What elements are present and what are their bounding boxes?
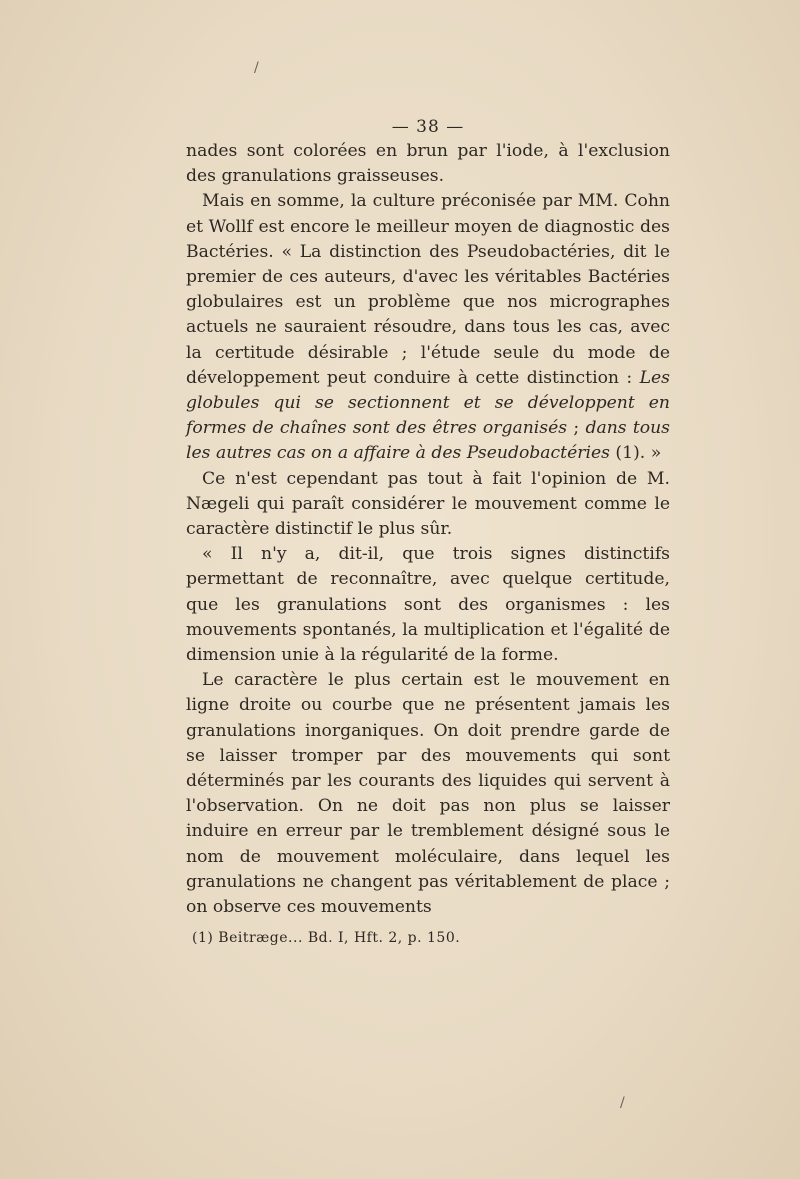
paragraph-2-text-b: ;	[567, 418, 586, 439]
paragraph-3: Ce n'est cependant pas tout à fait l'opinion de M. Nægeli qui paraît considérer le mouvement comme le caractère distinctif le plus sûr.	[186, 468, 670, 540]
paragraph-2-italic-2: dans tous les autres cas on a affaire à des Pseudobactéries	[186, 418, 671, 464]
paragraph-4: « Il n'y a, dit-il, que trois signes distinctifs permettant de reconnaître, avec quelque certitude, que les granulations sont des organismes : les mouvements spontanés, la multiplication et l'égalité de dimension unie à la régularité de la forme.	[186, 544, 670, 666]
pencil-mark-top: /	[254, 60, 259, 76]
footnote: (1) Beitræge... Bd. I, Hft. 2, p. 150.	[192, 930, 461, 946]
paragraph-5: Le caractère le plus certain est le mouvement en ligne droite ou courbe que ne présentent jamais les granulations inorganiques. On doit prendre garde de se laisser tromper par des mouvements qui sont déterminés par les courants des liquides qui servent à l'observation. On ne doit pas non plus se laisser induire en erreur par le tremblement désigné sous le nom de mouvement moléculaire, dans lequel les granulations ne changent pas véritablement de place ; on observe ces mouvements	[186, 670, 670, 918]
page-number: — 38 —	[391, 117, 465, 137]
paragraph-2-italic-1: Les globules qui se sectionnent et se développent en formes de chaînes sont des êtres organisés	[186, 367, 670, 439]
paragraph-1: nades sont colorées en brun par l'iode, à l'exclusion des granulations graisseuses.	[186, 141, 670, 187]
body-text	[186, 139, 670, 920]
paragraph-2-text-a: Mais en somme, la culture préconisée par MM. Cohn et Wollf est encore le meilleur moyen de diagnostic des Bactéries. « La distinction des Pseudobactéries, dit le premier de ces auteurs, d'avec les véritables Bactéries globulaires est un problème que nos micrographes actuels ne sauraient résoudre, dans tous les cas, avec la certitude désirable ; l'étude seule du mode de développement peut conduire à cette distinction :	[186, 191, 670, 388]
pencil-mark-bottom: /	[620, 1095, 625, 1111]
paragraph-2	[186, 189, 670, 466]
paragraph-2-text-c: (1). »	[609, 443, 662, 464]
